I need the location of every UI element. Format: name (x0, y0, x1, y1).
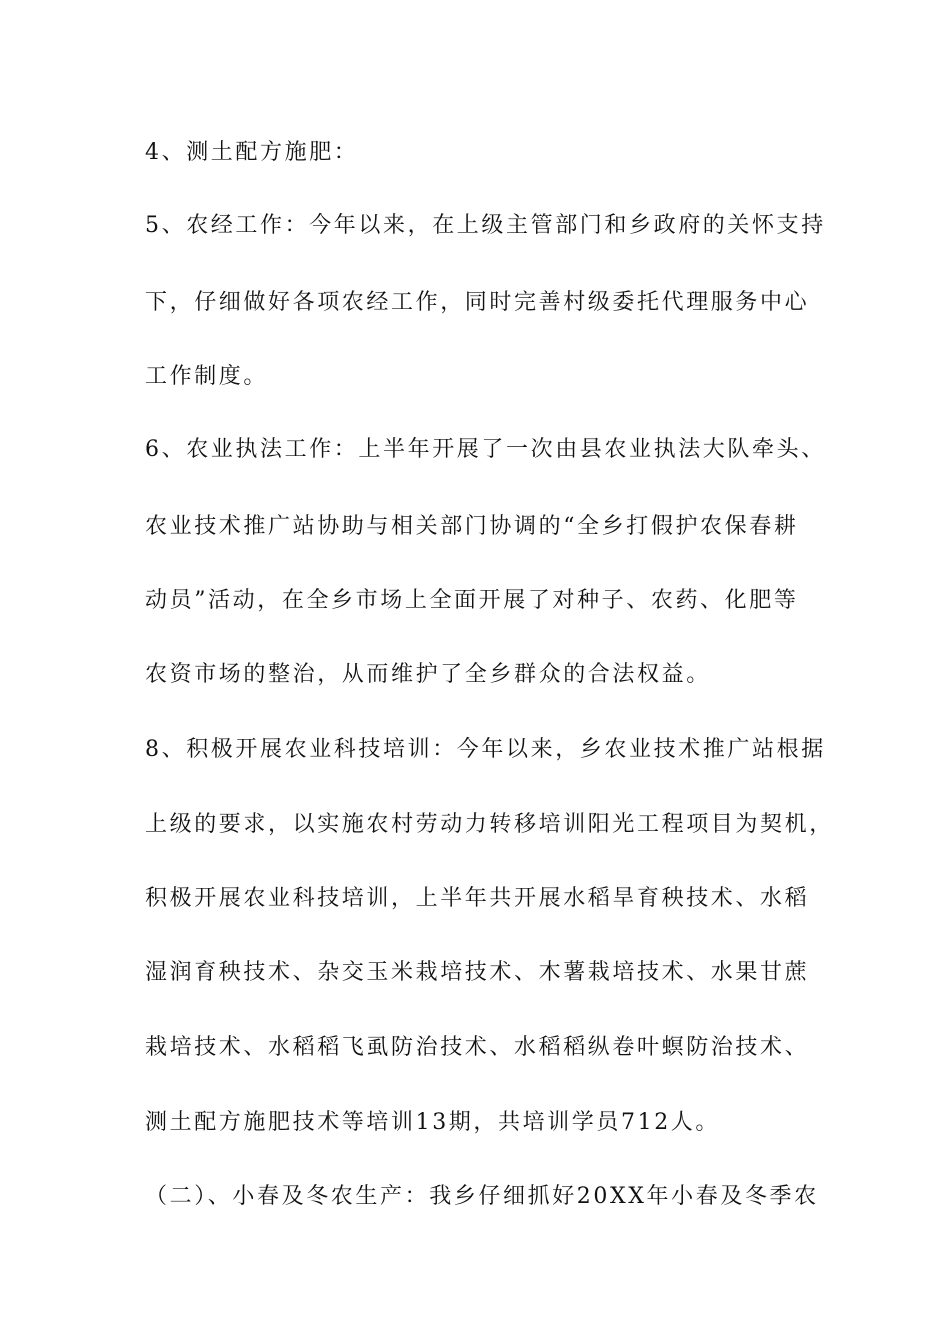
text-line: 测土配方施肥技术等培训13期，共培训学员712人。 (145, 1110, 720, 1135)
text-line: 6、农业执法工作：上半年开展了一次由县农业执法大队牵头、 (145, 437, 826, 462)
text-line: 工作制度。 (145, 364, 269, 389)
text-line: 积极开展农业科技培训，上半年共开展水稻旱育秧技术、水稻 (145, 886, 810, 911)
text-line: 上级的要求，以实施农村劳动力转移培训阳光工程项目为契机， (145, 812, 834, 837)
text-line: 湿润育秧技术、杂交玉米栽培技术、木薯栽培技术、水果甘蔗 (145, 960, 810, 985)
text-line: 8、积极开展农业科技培训：今年以来，乡农业技术推广站根据 (145, 737, 826, 762)
text-line: 农资市场的整治，从而维护了全乡群众的合法权益。 (145, 662, 711, 687)
text-line: 农业技术推广站协助与相关部门协调的“全乡打假护农保春耕 (145, 514, 799, 539)
text-line: 5、农经工作：今年以来，在上级主管部门和乡政府的关怀支持 (145, 213, 826, 238)
text-line: （二）、小春及冬农生产：我乡仔细抓好20XX年小春及冬季农 (145, 1184, 819, 1209)
text-line: 下，仔细做好各项农经工作，同时完善村级委托代理服务中心 (145, 290, 810, 315)
text-line: 动员”活动，在全乡市场上全面开展了对种子、农药、化肥等 (145, 588, 799, 613)
text-line: 4、测土配方施肥： (145, 140, 359, 165)
text-line: 栽培技术、水稻稻飞虱防治技术、水稻稻纵卷叶螟防治技术、 (145, 1035, 810, 1060)
